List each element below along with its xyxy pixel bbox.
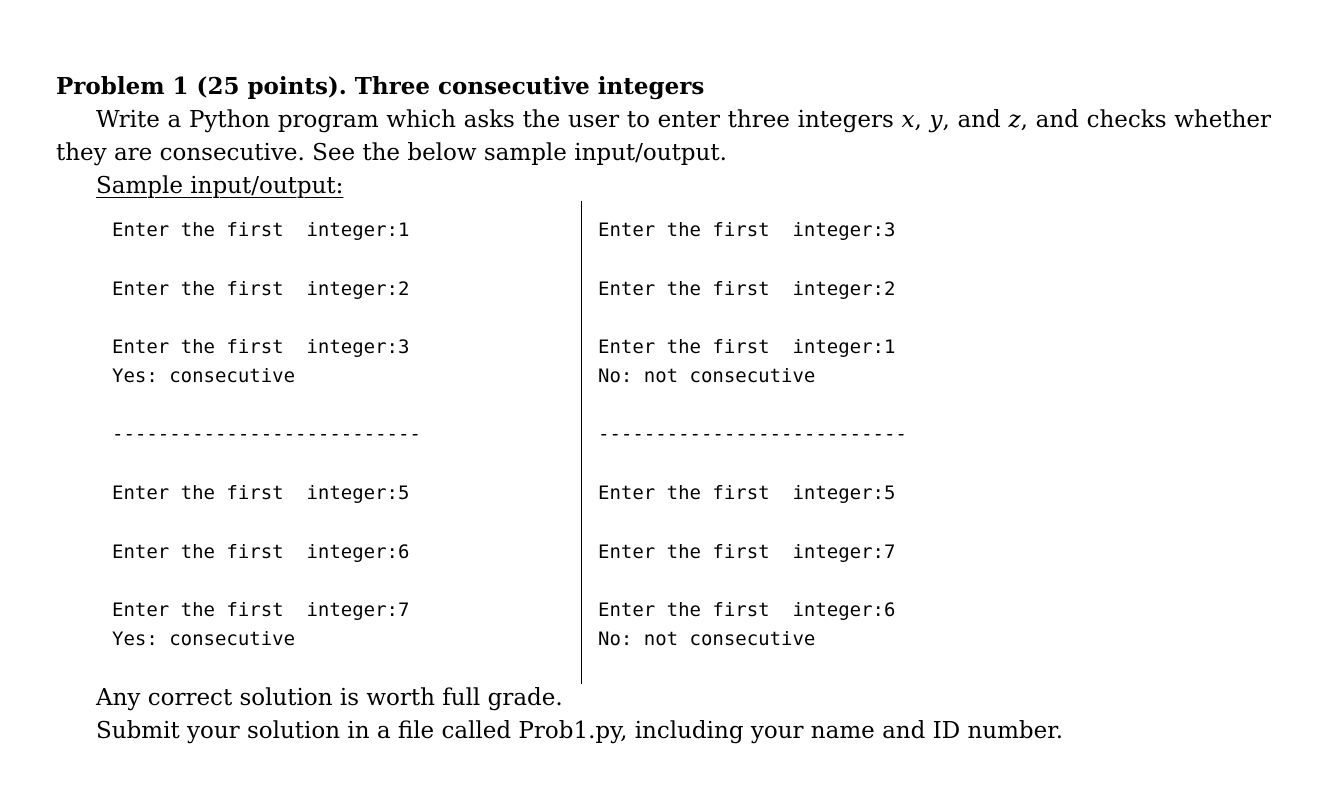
footer-notes (96, 682, 1063, 748)
sample-line: Enter the first integer:1 (112, 219, 410, 241)
sample-result: Yes: consecutive (112, 365, 296, 387)
sep-1: , (914, 107, 930, 133)
sample-line: Enter the first integer:3 (598, 219, 896, 241)
var-z: z (1008, 107, 1021, 133)
grading-note: Any correct solution is worth full grade. (96, 685, 563, 711)
sample-line: Enter the first integer:2 (598, 278, 896, 300)
problem-heading: Problem 1 (25 points). Three consecutive integers (56, 73, 705, 100)
column-divider (581, 201, 582, 684)
intro-text-1: Write a Python program which asks the user to enter three integers (96, 107, 902, 133)
sample-result: No: not consecutive (598, 365, 816, 387)
sample-separator: --------------------------- (598, 423, 907, 445)
sample-line: Enter the first integer:7 (112, 599, 410, 621)
sample-label: Sample input/output: (96, 173, 344, 199)
sample-separator: --------------------------- (112, 423, 421, 445)
submission-note: Submit your solution in a file called Prob1.py, including your name and ID number. (96, 718, 1064, 744)
sample-result: No: not consecutive (598, 628, 816, 650)
sample-line: Enter the first integer:3 (112, 336, 410, 358)
var-x: x (901, 107, 915, 133)
sep-2: , and (942, 107, 1009, 133)
problem-section (56, 70, 1271, 203)
sample-column-right (598, 217, 907, 650)
sample-line: Enter the first integer:1 (598, 336, 896, 358)
intro-text-2: , and checks whether they are consecutive. See the below sample input/output. (56, 107, 1272, 166)
sample-line: Enter the first integer:6 (112, 541, 410, 563)
sample-line: Enter the first integer:6 (598, 599, 896, 621)
sample-column-left (112, 217, 421, 650)
sample-line: Enter the first integer:5 (598, 482, 896, 504)
sample-line: Enter the first integer:5 (112, 482, 410, 504)
var-y: y (929, 107, 943, 133)
sample-result: Yes: consecutive (112, 628, 296, 650)
sample-io-table (56, 201, 956, 684)
problem-description (56, 104, 1271, 170)
sample-line: Enter the first integer:7 (598, 541, 896, 563)
sample-line: Enter the first integer:2 (112, 278, 410, 300)
